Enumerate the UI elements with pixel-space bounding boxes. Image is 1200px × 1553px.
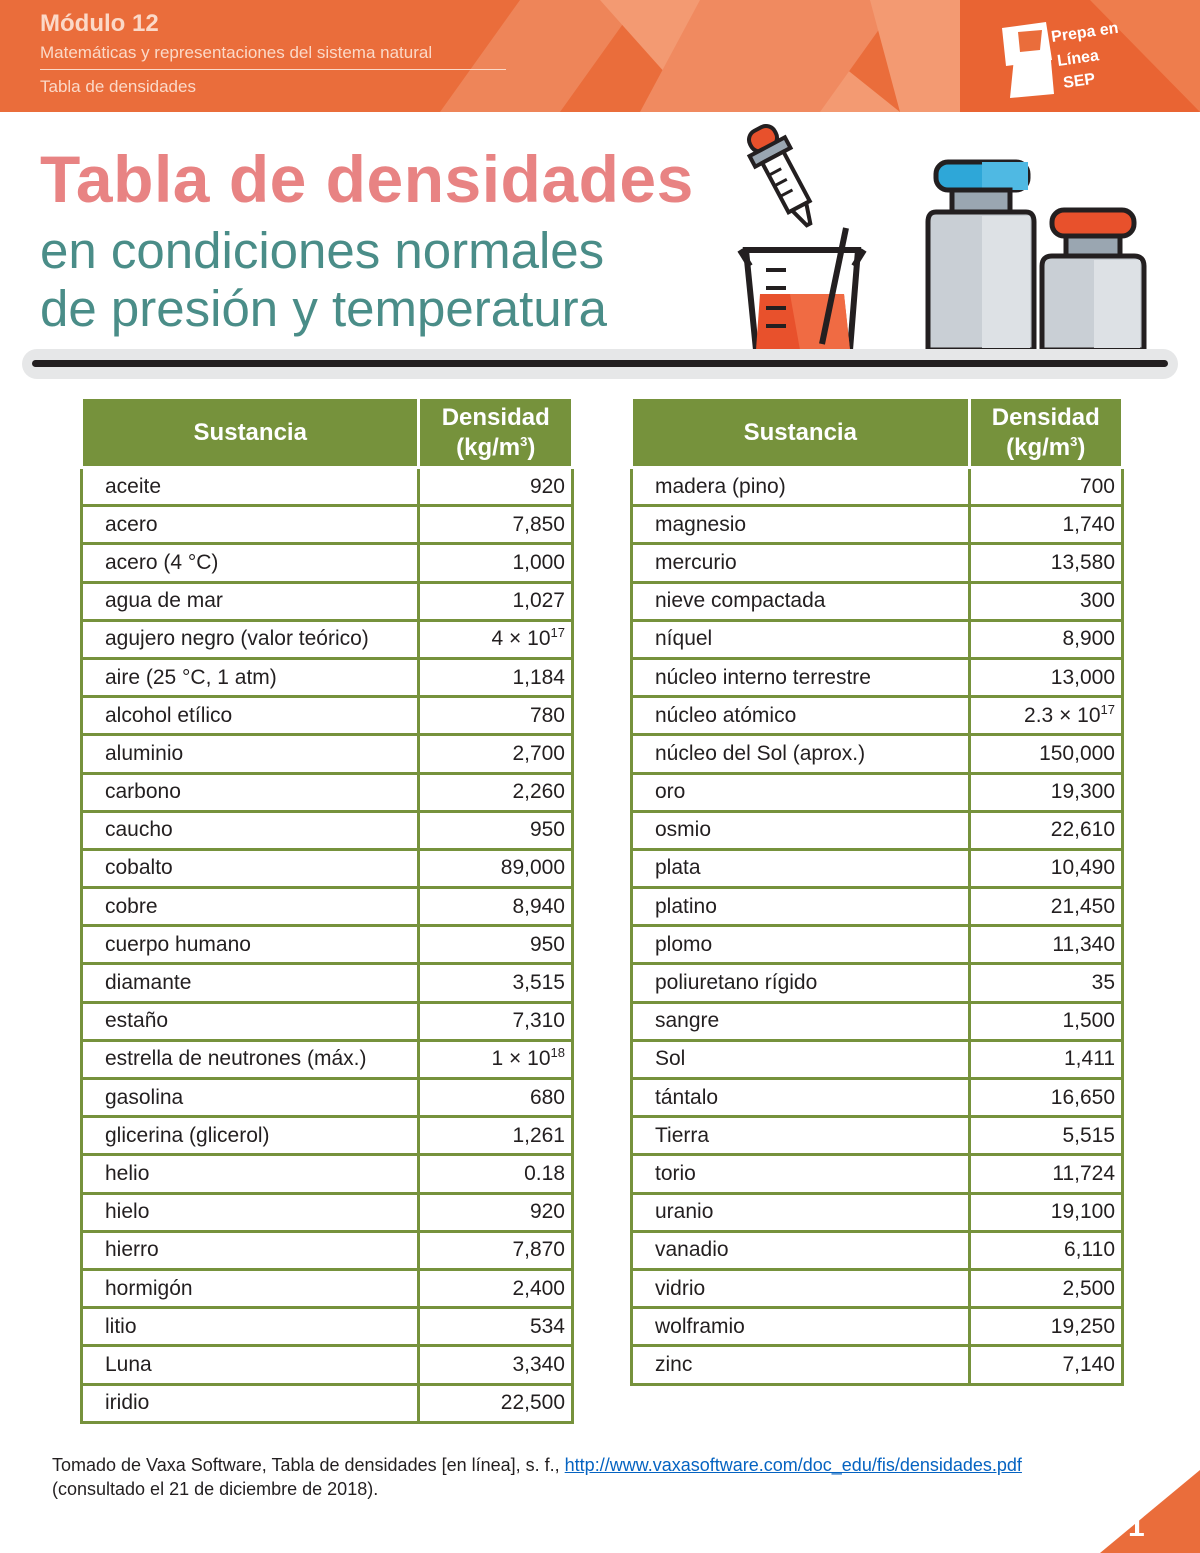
density-cell: 19,300 (969, 773, 1122, 811)
density-cell: 2,260 (419, 773, 573, 811)
substance-cell: plata (632, 849, 970, 887)
density-cell: 19,250 (969, 1308, 1122, 1346)
density-cell: 35 (969, 964, 1122, 1002)
substance-cell: cuerpo humano (82, 926, 419, 964)
substance-cell: oro (632, 773, 970, 811)
substance-cell: acero (82, 506, 419, 544)
table-row (632, 1002, 1123, 1040)
density-cell: 534 (419, 1308, 573, 1346)
density-cell: 920 (419, 468, 573, 506)
substance-cell: glicerina (glicerol) (82, 1117, 419, 1155)
substance-cell: alcohol etílico (82, 697, 419, 735)
density-cell: 3,515 (419, 964, 573, 1002)
table-row (632, 1346, 1123, 1384)
table-row (82, 697, 573, 735)
density-cell: 1,411 (969, 1040, 1122, 1078)
density-cell: 920 (419, 1193, 573, 1231)
table-row (82, 964, 573, 1002)
table-row (82, 1384, 573, 1422)
table-row (82, 773, 573, 811)
table-row (82, 658, 573, 696)
substance-cell: núcleo interno terrestre (632, 658, 970, 696)
table-row (632, 582, 1123, 620)
table-row (632, 888, 1123, 926)
table-row (82, 620, 573, 658)
density-cell: 10,490 (969, 849, 1122, 887)
substance-cell: litio (82, 1308, 419, 1346)
density-cell: 16,650 (969, 1079, 1122, 1117)
table-row (632, 1079, 1123, 1117)
table-row (632, 773, 1123, 811)
substance-cell: níquel (632, 620, 970, 658)
density-cell: 1,000 (419, 544, 573, 582)
shelf-line (32, 360, 1168, 367)
header-density-label: Densidad (441, 403, 550, 431)
substance-cell: nieve compactada (632, 582, 970, 620)
density-cell: 3,340 (419, 1346, 573, 1384)
table-header-row (632, 398, 1123, 468)
header-band (0, 0, 1200, 112)
module-subtitle: Matemáticas y representaciones del sistema natural (40, 43, 433, 62)
density-cell: 1,184 (419, 658, 573, 696)
density-cell: 8,940 (419, 888, 573, 926)
source-link[interactable]: http://www.vaxasoftware.com/doc_edu/fis/densidades.pdf (564, 1455, 1022, 1475)
density-cell: 6,110 (969, 1231, 1122, 1269)
density-cell: 7,140 (969, 1346, 1122, 1384)
density-cell: $2.3 \times 10^{17}$ (969, 697, 1122, 735)
table-row (82, 926, 573, 964)
header-density (969, 398, 1122, 468)
density-cell: 2,400 (419, 1269, 573, 1307)
substance-cell: plomo (632, 926, 970, 964)
density-cell: 7,310 (419, 1002, 573, 1040)
substance-cell: carbono (82, 773, 419, 811)
substance-cell: estaño (82, 1002, 419, 1040)
table-row (632, 811, 1123, 849)
header-substance: Sustancia (632, 398, 970, 468)
density-exponent: 18 (550, 1045, 565, 1061)
table-row (82, 1346, 573, 1384)
substance-cell: núcleo del Sol (aprox.) (632, 735, 970, 773)
table-row (632, 1308, 1123, 1346)
substance-cell: poliuretano rígido (632, 964, 970, 1002)
logo-text-2: Línea (1056, 47, 1100, 70)
density-cell: 1,500 (969, 1002, 1122, 1040)
density-cell: 950 (419, 811, 573, 849)
density-exponent: 17 (550, 625, 565, 641)
density-cell: 19,100 (969, 1193, 1122, 1231)
module-title: Módulo 12 (40, 10, 159, 37)
substance-cell: agua de mar (82, 582, 419, 620)
header-divider (40, 69, 506, 70)
table-row (82, 1079, 573, 1117)
substance-cell: aceite (82, 468, 419, 506)
table-row (82, 1269, 573, 1307)
logo-text-3: SEP (1062, 70, 1097, 92)
table-row (632, 1040, 1123, 1078)
density-cell: 150,000 (969, 735, 1122, 773)
table-row (632, 506, 1123, 544)
table-row (82, 1117, 573, 1155)
header-density (419, 398, 573, 468)
substance-cell: zinc (632, 1346, 970, 1384)
header-density-label: Densidad (991, 403, 1100, 431)
substance-cell: Tierra (632, 1117, 970, 1155)
density-cell: 8,900 (969, 620, 1122, 658)
substance-cell: vanadio (632, 1231, 970, 1269)
header-density-unit: $(kg/m^3)$ (456, 433, 536, 461)
substance-cell: hielo (82, 1193, 419, 1231)
density-cell: 950 (419, 926, 573, 964)
table-row (632, 964, 1123, 1002)
table-row (632, 468, 1123, 506)
substance-cell: estrella de neutrones (máx.) (82, 1040, 419, 1078)
table-row (82, 468, 573, 506)
table-row (632, 735, 1123, 773)
density-cell: 89,000 (419, 849, 573, 887)
source-note (52, 1453, 1162, 1501)
substance-cell: osmio (632, 811, 970, 849)
density-cell: $1 \times 10^{18}$ (419, 1040, 573, 1078)
substance-cell: gasolina (82, 1079, 419, 1117)
substance-cell: tántalo (632, 1079, 970, 1117)
substance-cell: hormigón (82, 1269, 419, 1307)
substance-cell: magnesio (632, 506, 970, 544)
density-cell: 13,000 (969, 658, 1122, 696)
table-row (632, 1231, 1123, 1269)
density-cell: 0.18 (419, 1155, 573, 1193)
beaker-icon (740, 228, 864, 350)
table-row (82, 1155, 573, 1193)
table-row (82, 1308, 573, 1346)
density-cell: 13,580 (969, 544, 1122, 582)
table-row (632, 620, 1123, 658)
table-row (632, 658, 1123, 696)
density-cell: 300 (969, 582, 1122, 620)
header-density-unit: $(kg/m^3)$ (1006, 433, 1086, 461)
density-cell: 1,740 (969, 506, 1122, 544)
substance-cell: aluminio (82, 735, 419, 773)
table-row (82, 1231, 573, 1269)
density-cell: 2,500 (969, 1269, 1122, 1307)
substance-cell: mercurio (632, 544, 970, 582)
substance-cell: hierro (82, 1231, 419, 1269)
substance-cell: agujero negro (valor teórico) (82, 620, 419, 658)
density-cell: 7,870 (419, 1231, 573, 1269)
table-header-row (82, 398, 573, 468)
density-cell: 1,027 (419, 582, 573, 620)
substance-cell: diamante (82, 964, 419, 1002)
table-row (82, 506, 573, 544)
table-row (632, 849, 1123, 887)
table-row (82, 849, 573, 887)
table-row (82, 1193, 573, 1231)
density-table-left (80, 396, 574, 1424)
substance-cell: núcleo atómico (632, 697, 970, 735)
substance-cell: torio (632, 1155, 970, 1193)
table-row (82, 811, 573, 849)
substance-cell: sangre (632, 1002, 970, 1040)
subtitle-line-2: de presión y temperatura (40, 280, 607, 337)
table-row (632, 1155, 1123, 1193)
density-cell: 780 (419, 697, 573, 735)
substance-cell: uranio (632, 1193, 970, 1231)
density-cell: $4 \times 10^{17}$ (419, 620, 573, 658)
density-cell: 700 (969, 468, 1122, 506)
table-row (632, 1269, 1123, 1307)
substance-cell: madera (pino) (632, 468, 970, 506)
logo-text-1: Prepa en (1050, 19, 1120, 46)
page-title: Tabla de densidades (40, 142, 694, 216)
module-page-name: Tabla de densidades (40, 77, 196, 96)
density-cell: 7,850 (419, 506, 573, 544)
page-subtitle (40, 222, 607, 338)
substance-cell: cobre (82, 888, 419, 926)
substance-cell: cobalto (82, 849, 419, 887)
density-cell: 21,450 (969, 888, 1122, 926)
source-prefix: Tomado de Vaxa Software, Tabla de densidades [en línea], s. f., (52, 1455, 565, 1475)
density-cell: 1,261 (419, 1117, 573, 1155)
density-cell: 22,500 (419, 1384, 573, 1422)
bottle-icon (1042, 210, 1144, 350)
density-cell: 22,610 (969, 811, 1122, 849)
table-row (82, 544, 573, 582)
table-row (82, 1002, 573, 1040)
substance-cell: Sol (632, 1040, 970, 1078)
density-cell: 2,700 (419, 735, 573, 773)
table-row (632, 926, 1123, 964)
table-row (82, 735, 573, 773)
source-suffix: (consultado el 21 de diciembre de 2018). (52, 1479, 379, 1499)
substance-cell: aire (25 °C, 1 atm) (82, 658, 419, 696)
density-cell: 680 (419, 1079, 573, 1117)
table-row (82, 888, 573, 926)
subtitle-line-1: en condiciones normales (40, 222, 605, 279)
density-table-right (630, 396, 1124, 1386)
substance-cell: Luna (82, 1346, 419, 1384)
density-cell: 5,515 (969, 1117, 1122, 1155)
table-row (632, 697, 1123, 735)
substance-cell: platino (632, 888, 970, 926)
table-row (82, 1040, 573, 1078)
density-cell: 11,724 (969, 1155, 1122, 1193)
substance-cell: iridio (82, 1384, 419, 1422)
page-number: 1 (1128, 1510, 1145, 1543)
table-row (632, 1117, 1123, 1155)
dropper-icon (740, 120, 826, 234)
lab-illustration (730, 118, 1170, 358)
substance-cell: wolframio (632, 1308, 970, 1346)
substance-cell: caucho (82, 811, 419, 849)
table-row (632, 1193, 1123, 1231)
bottle-icon (928, 162, 1034, 350)
table-row (632, 544, 1123, 582)
density-exponent: 17 (1100, 701, 1115, 717)
header-substance: Sustancia (82, 398, 419, 468)
density-cell: 11,340 (969, 926, 1122, 964)
substance-cell: vidrio (632, 1269, 970, 1307)
substance-cell: helio (82, 1155, 419, 1193)
table-row (82, 582, 573, 620)
logo-icon (996, 19, 1120, 98)
substance-cell: acero (4 °C) (82, 544, 419, 582)
